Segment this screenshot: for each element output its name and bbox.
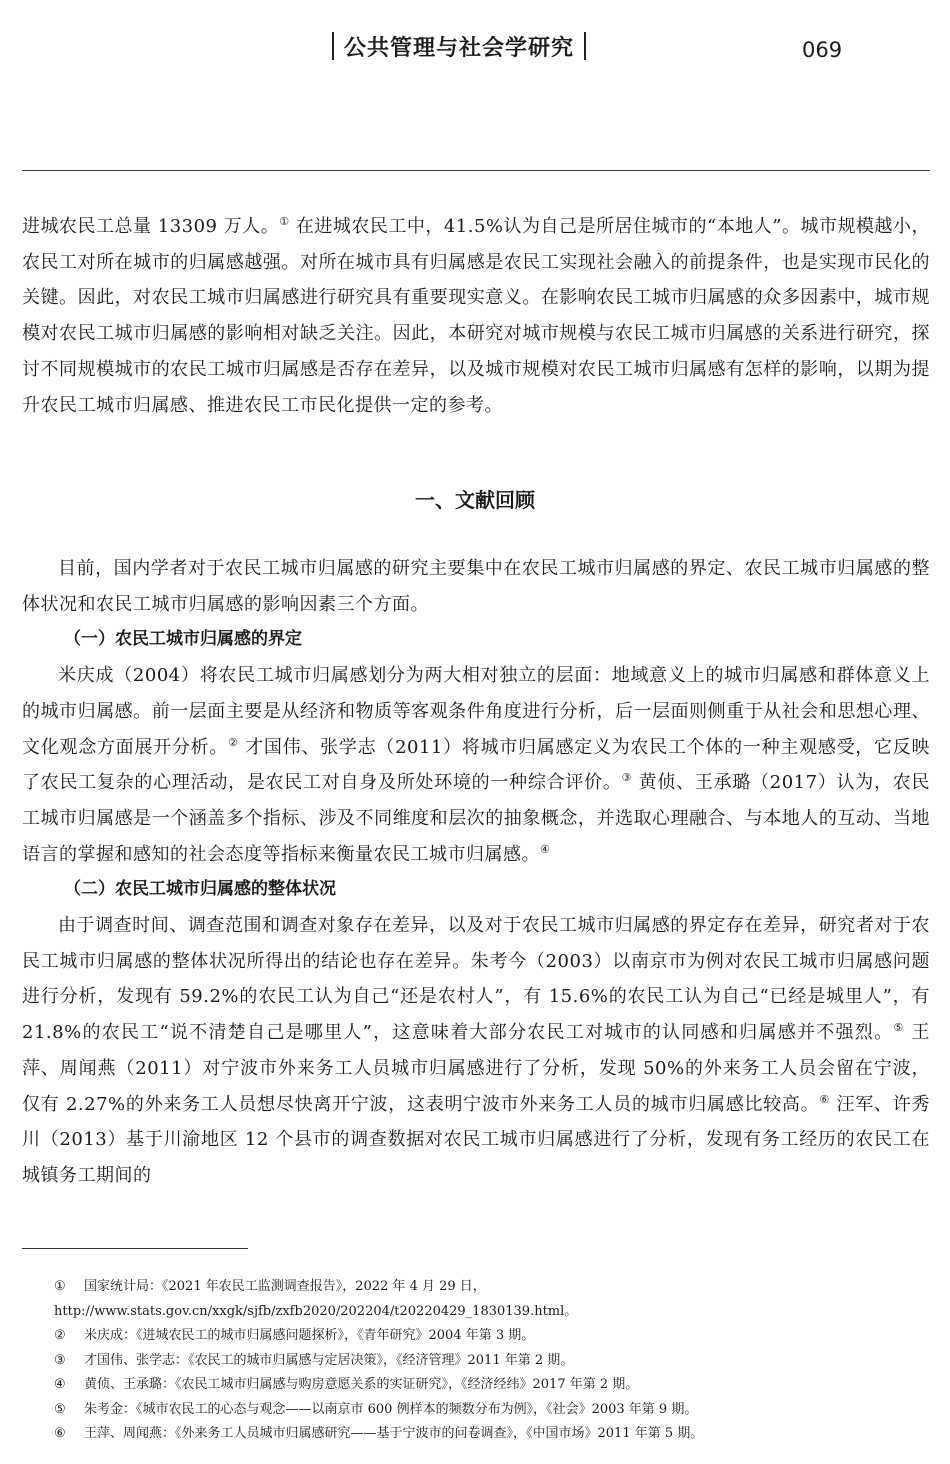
footnote-item — [22, 1422, 930, 1447]
footnote-text: 朱考金：《城市农民工的心态与观念——以南京市 600 例样本的频数分布为例》，《社会》2003 年第 9 期。 — [84, 1401, 698, 1417]
page-number: 069 — [802, 38, 843, 62]
footnote-text: 王萍、周闻燕：《外来务工人员城市归属感研究——基于宁波市的问卷调查》，《中国市场》2011 年第 5 期。 — [84, 1426, 704, 1441]
footnote-mark: ④ — [54, 1377, 66, 1392]
footnote-text: 黄侦、王承璐：《农民工城市归属感与购房意愿关系的实证研究》，《经济经纬》2017 年第 2 期。 — [84, 1377, 639, 1392]
footnote-ref[interactable]: ① — [279, 215, 290, 228]
footnote-text: 米庆成：《进城农民工的城市归属感问题探析》，《青年研究》2004 年第 3 期。 — [84, 1328, 535, 1343]
paragraph-segment: 王萍、周闻燕（2011）对宁波市外来务工人员城市归属感进行了分析，发现 50%的外来务工人员会留在宁波，仅有 2.27%的外来务工人员想尽快离开宁波，这表明宁波市外来务工人员的城市归属感比较高。 — [22, 1022, 930, 1115]
footnote-mark: ⑥ — [54, 1426, 66, 1441]
footnote-ref[interactable]: ③ — [621, 771, 633, 785]
paragraph-segment: 米庆成（2004）将农民工城市归属感划分为两大相对独立的层面：地域意义上的城市归属感和群体意义上的城市归属感。前一层面主要是从经济和物质等客观条件角度进行分析，后一层面则侧重于从社会和思想心理、文化观念方面展开分析。 — [22, 665, 930, 758]
header-divider-right — [584, 32, 586, 60]
paragraph-segment: 才国伟、张学志（2011）将城市归属感定义为农民工个体的一种主观感受，它反映了农民工复杂的心理活动，是农民工对自身及所处环境的一种综合评价。 — [22, 736, 931, 794]
running-header — [332, 30, 586, 62]
footnote-ref[interactable]: ⑥ — [819, 1092, 831, 1106]
footnote-ref[interactable]: ④ — [540, 842, 551, 856]
footnote-mark: ① — [54, 1279, 66, 1294]
subsection-paragraph — [22, 658, 930, 872]
footnote-ref[interactable]: ⑤ — [893, 1021, 905, 1035]
section-intro-paragraph: 目前，国内学者对于农民工城市归属感的研究主要集中在农民工城市归属感的界定、农民工城市归属感的整体状况和农民工城市归属感的影响因素三个方面。 — [22, 558, 930, 615]
subsection-title: （二）农民工城市归属感的整体状况 — [64, 879, 336, 900]
header-rule — [22, 170, 930, 171]
section-title: 一、文献回顾 — [415, 488, 535, 512]
intro-block — [22, 209, 930, 423]
paragraph-segment: 汪军、许秀川（2013）基于川渝地区 12 个县市的调查数据对农民工城市归属感进行了分析，发现有务工经历的农民工在城镇务工期间的 — [22, 1093, 930, 1186]
footnote-text: 国家统计局：《2021 年农民工监测调查报告》，2022 年 4 月 29 日，http://www.stats.gov.cn/xxgk/sjfb/zxfb2020/202204/t20220429_1830139.html。 — [54, 1279, 578, 1319]
footnote-item — [22, 1275, 930, 1324]
footnote-rule — [22, 1248, 248, 1249]
intro-text-b: 在进城农民工中，41.5%认为自己是所居住城市的“本地人”。城市规模越小，农民工对所在城市的归属感越强。对所在城市具有归属感是农民工实现社会融入的前提条件，也是实现市民化的关键。因此，对农民工城市归属感进行研究具有重要现实意义。在影响农民工城市归属感的众多因素中，城市规模对农民工城市归属感的影响相对缺乏关注。因此，本研究对城市规模与农民工城市归属感的关系进行研究，探讨不同规模城市的农民工城市归属感是否存在差异，以及城市规模对农民工城市归属感有怎样的影响，以期为提升农民工城市归属感、推进农民工市民化提供一定的参考。 — [22, 216, 930, 416]
intro-text-a: 进城农民工总量 13309 万人。 — [22, 216, 280, 237]
footnote-item — [22, 1373, 930, 1398]
subsection-title: （一）农民工城市归属感的界定 — [64, 629, 302, 650]
footnote-text: 才国伟、张学志：《农民工的城市归属感与定居决策》，《经济管理》2011 年第 2 期。 — [84, 1352, 574, 1368]
footnote-mark: ⑤ — [54, 1401, 66, 1417]
footnote-mark: ② — [54, 1328, 66, 1343]
footnote-item — [22, 1324, 930, 1349]
paragraph-segment: 由于调查时间、调查范围和调查对象存在差异，以及对于农民工城市归属感的界定存在差异，研究者对于农民工城市归属感的整体状况所得出的结论也存在差异。朱考今（2003）以南京市为例对农民工城市归属感问题进行分析，发现有 59.2%的农民工认为自己“还是农村人”，有 15.6%的农民工认为自己“已经是城里人”，有 21.8%的农民工“说不清楚自己是哪里人”，这意味着大部分农民工对城市的认同感和归属感并不强烈。 — [22, 915, 930, 1044]
footnote-item — [22, 1349, 930, 1374]
subsection-paragraph — [22, 908, 930, 1194]
footnote-ref[interactable]: ② — [228, 735, 239, 749]
footnote-item — [22, 1398, 930, 1423]
intro-paragraph — [22, 209, 930, 423]
paragraph-segment: 黄侦、王承璐（2017）认为，农民工城市归属感是一个涵盖多个指标、涉及不同维度和层次的抽象概念，并选取心理融合、与本地人的互动、当地语言的掌握和感知的社会态度等指标来衡量农民工城市归属感。 — [22, 772, 931, 865]
journal-title: 公共管理与社会学研究 — [344, 35, 575, 61]
footnote-mark: ③ — [54, 1352, 66, 1368]
footnotes — [22, 1275, 930, 1447]
section-body — [22, 551, 930, 1194]
